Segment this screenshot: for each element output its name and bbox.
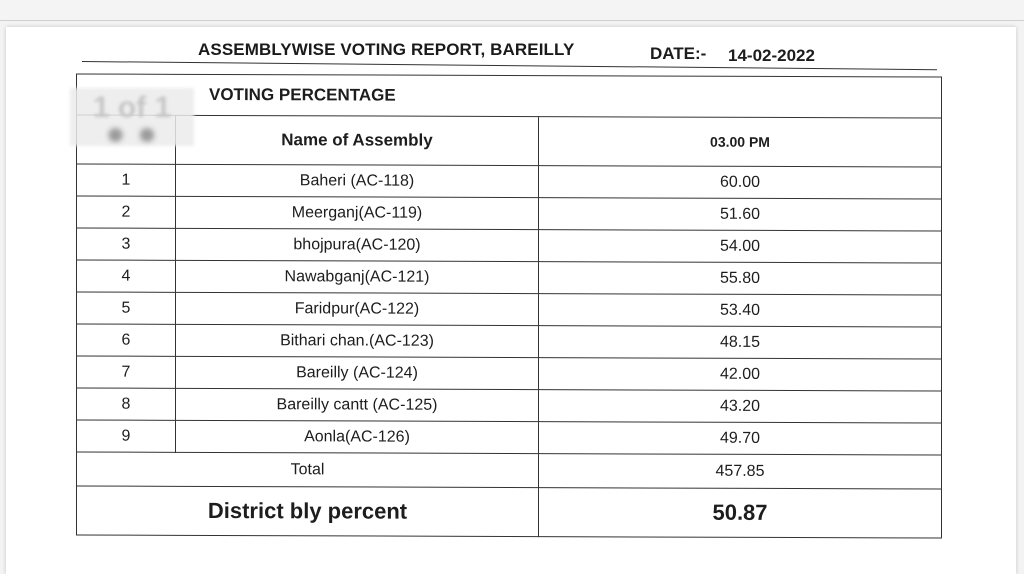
time-header: 03.00 PM [539,117,942,167]
table-row [77,228,942,263]
percentage-cell: 43.20 [539,390,942,423]
percentage-cell: 49.70 [539,422,942,455]
table-row [77,260,942,295]
percentage-cell: 53.40 [539,294,942,327]
serial-cell: 9 [77,420,176,452]
serial-cell: 2 [77,196,176,228]
assembly-name-cell: Bithari chan.(AC-123) [176,324,539,357]
assembly-name-header: Name of Assembly [176,115,539,165]
column-header-row [77,115,942,167]
section-header-row [77,74,942,118]
district-percent-label: District bly percent [77,486,539,537]
assembly-name-cell: Bareilly cantt (AC-125) [176,388,539,421]
serial-cell: 6 [77,324,176,356]
total-row [77,452,942,489]
table-row [77,292,942,327]
table-row [77,164,942,199]
page-indicator-overlay [70,88,194,146]
date-label: DATE:- [650,44,707,63]
assembly-name-cell: Faridpur(AC-122) [176,292,539,325]
serial-cell: 4 [77,260,176,292]
percentage-cell: 54.00 [539,230,942,263]
percentage-cell: 48.15 [539,326,942,359]
district-percent-value: 50.87 [539,488,942,538]
table-row [77,196,942,231]
serial-cell: 8 [77,388,176,420]
percentage-cell: 60.00 [539,166,942,199]
assembly-name-cell: Meerganj(AC-119) [176,196,539,229]
serial-cell: 7 [77,356,176,388]
page-indicator-text: 1 of 1 [92,91,172,124]
assembly-name-cell: Aonla(AC-126) [176,420,539,453]
serial-cell: 1 [77,164,176,196]
page-dots-icon [98,128,168,142]
percentage-cell: 51.60 [539,198,942,231]
table-row [77,420,942,455]
assembly-name-cell: Nawabganj(AC-121) [176,260,539,293]
total-value: 457.85 [539,454,942,489]
assembly-name-cell: Bareilly (AC-124) [176,356,539,389]
assembly-name-cell: Baheri (AC-118) [176,164,539,197]
table-row [77,356,942,391]
assembly-name-cell: bhojpura(AC-120) [176,228,539,261]
percentage-cell: 55.80 [539,262,942,295]
district-percent-row [77,486,942,538]
section-title: VOTING PERCENTAGE [77,74,942,118]
percentage-cell: 42.00 [539,358,942,391]
serial-cell: 3 [77,228,176,260]
report-title: ASSEMBLYWISE VOTING REPORT, BAREILLY [198,40,575,59]
table-row [77,324,942,359]
voting-percentage-table [76,73,942,538]
total-label: Total [77,452,539,488]
report-date: 14-02-2022 [728,46,815,65]
table-row [77,388,942,423]
serial-cell: 5 [77,292,176,324]
viewer-top-bar [0,0,1024,21]
